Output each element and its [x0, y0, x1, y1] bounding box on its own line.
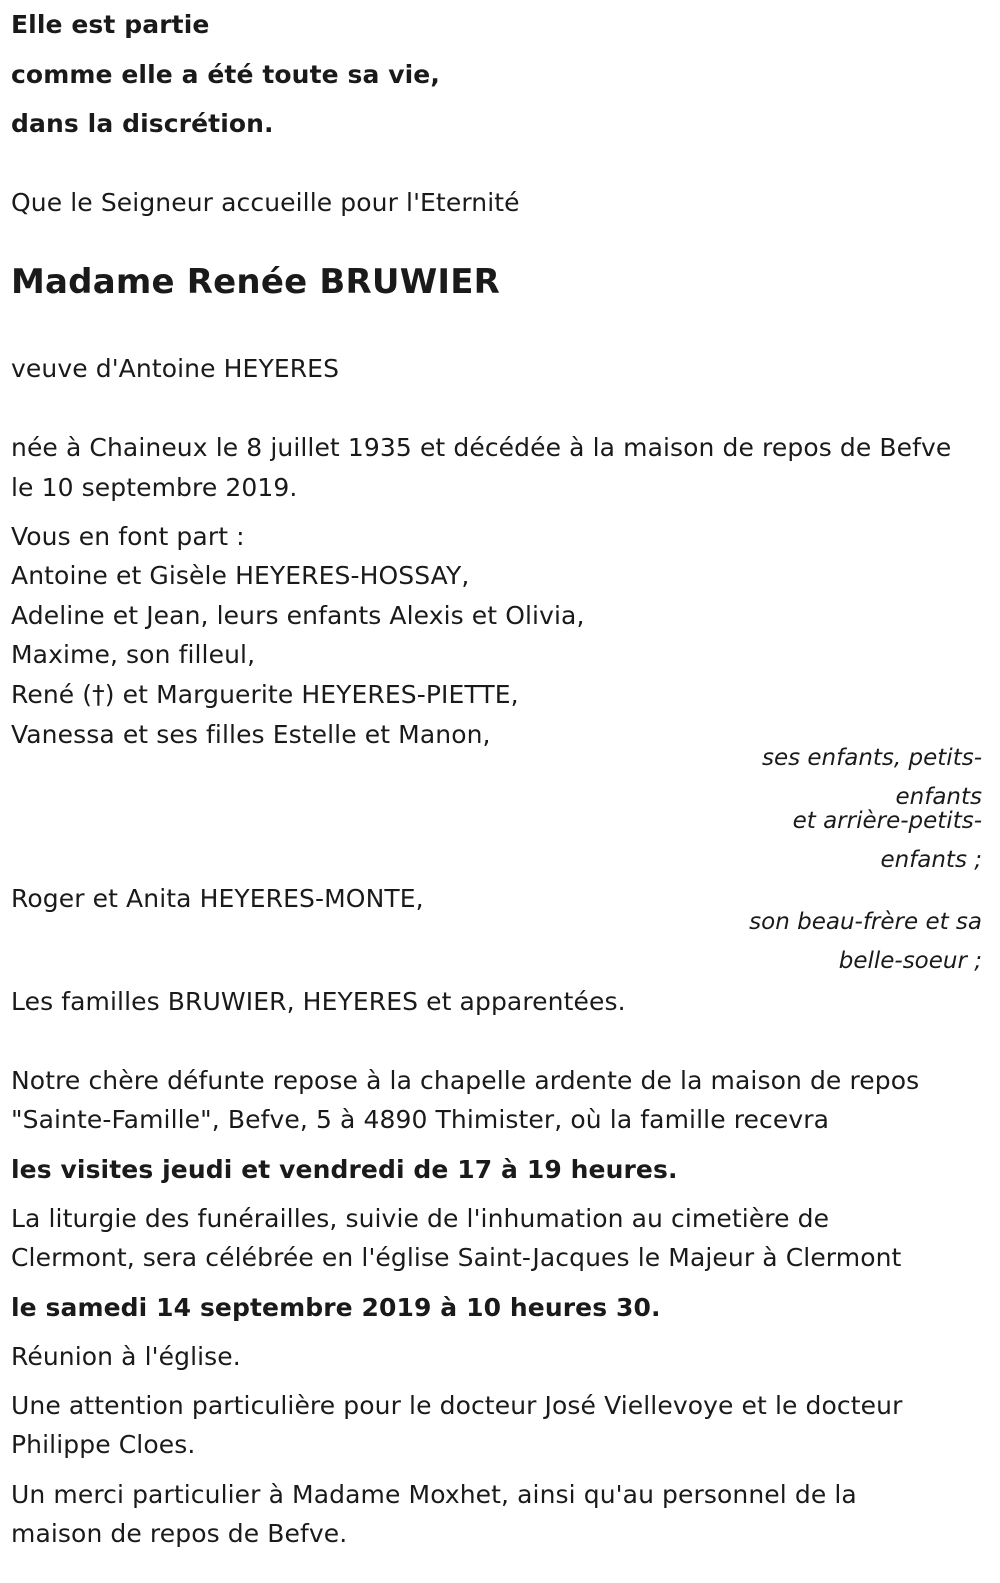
relation-children-line-2: enfants	[895, 784, 982, 810]
visitation-line-2: "Sainte-Famille", Befve, 5 à 4890 Thimister, où la famille recevra	[11, 1105, 830, 1134]
birth-death-line-1: née à Chaineux le 8 juillet 1935 et décédée à la maison de repos de Befve	[11, 433, 952, 462]
birth-death-line-2: le 10 septembre 2019.	[11, 473, 298, 502]
families-line: Les familles BRUWIER, HEYERES et apparentées.	[11, 987, 626, 1016]
relation-in-laws-line-1: son beau-frère et sa	[749, 909, 982, 935]
visitation-hours: les visites jeudi et vendredi de 17 à 19 heures.	[11, 1155, 678, 1184]
announcer-name: Vanessa et ses filles Estelle et Manon,	[11, 720, 491, 749]
visitation-line-1: Notre chère défunte repose à la chapelle ardente de la maison de repos	[11, 1066, 920, 1095]
announcer-name: Maxime, son filleul,	[11, 640, 256, 669]
announcer-name: René (†) et Marguerite HEYERES-PIETTE,	[11, 680, 519, 709]
announcer-name: Antoine et Gisèle HEYERES-HOSSAY,	[11, 561, 470, 590]
relation-children-line-4: enfants ;	[880, 847, 982, 873]
thanks-doctors-line-2: Philippe Cloes.	[11, 1430, 196, 1459]
deceased-name: Madame Renée BRUWIER	[11, 262, 501, 302]
relation-in-laws-line-2: belle-soeur ;	[838, 948, 982, 974]
funeral-meeting: Réunion à l'église.	[11, 1342, 241, 1371]
intro-line-3: dans la discrétion.	[11, 109, 274, 138]
in-laws-line: Roger et Anita HEYERES-MONTE,	[11, 884, 424, 913]
thanks-doctors-line-1: Une attention particulière pour le docteur José Viellevoye et le docteur	[11, 1391, 903, 1420]
relation-children-line-1: ses enfants, petits-	[761, 745, 982, 771]
funeral-datetime: le samedi 14 septembre 2019 à 10 heures 30.	[11, 1293, 661, 1322]
widow-of-line: veuve d'Antoine HEYERES	[11, 354, 340, 383]
announcer-name: Adeline et Jean, leurs enfants Alexis et Olivia,	[11, 601, 585, 630]
funeral-line-1: La liturgie des funérailles, suivie de l'inhumation au cimetière de	[11, 1204, 830, 1233]
thanks-staff-line-2: maison de repos de Befve.	[11, 1519, 348, 1548]
relation-children-line-3: et arrière-petits-	[792, 808, 982, 834]
prayer-line: Que le Seigneur accueille pour l'Eternité	[11, 188, 520, 217]
intro-line-2: comme elle a été toute sa vie,	[11, 60, 440, 89]
thanks-staff-line-1: Un merci particulier à Madame Moxhet, ainsi qu'au personnel de la	[11, 1480, 857, 1509]
announcers-heading: Vous en font part :	[11, 522, 245, 551]
funeral-line-2: Clermont, sera célébrée en l'église Saint-Jacques le Majeur à Clermont	[11, 1243, 902, 1272]
intro-line-1: Elle est partie	[11, 10, 210, 39]
